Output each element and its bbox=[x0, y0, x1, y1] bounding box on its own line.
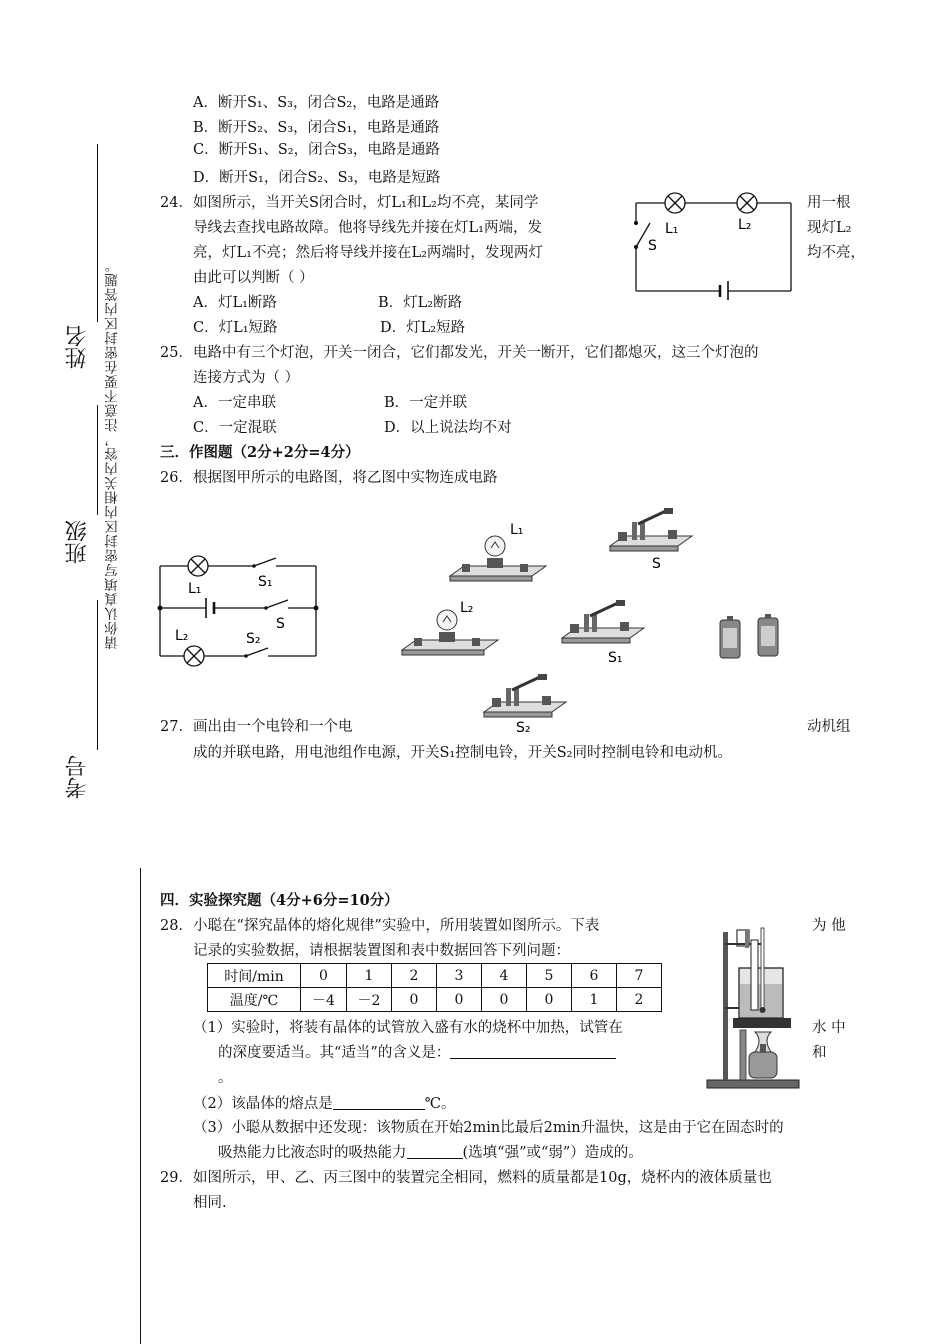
q24-line2-right: 现灯L₂ bbox=[807, 220, 852, 236]
q24-line4: 由此可以判断（ ） bbox=[193, 270, 314, 286]
q28-part1-line1-right: 水 中 bbox=[812, 1020, 846, 1036]
q26-diagram-label-l2: L₂ bbox=[175, 628, 189, 644]
q28-line1-right: 为 他 bbox=[812, 918, 846, 934]
binding-notice: 请你认真填写密封区内相关内容，注意不要在密封区内答题。 bbox=[105, 258, 121, 650]
q28-number: 28． bbox=[160, 918, 193, 934]
q24-option-c: C．灯L₁短路 bbox=[193, 320, 278, 336]
table-cell: 7 bbox=[617, 964, 662, 988]
q29-line1: 如图所示，甲、乙、丙三图中的装置完全相同，燃料的质量都是10g，烧杯内的液体质量也 bbox=[193, 1170, 772, 1186]
table-cell: 0 bbox=[392, 988, 437, 1012]
table-cell: 0 bbox=[437, 988, 482, 1012]
q28-part2-unit: ℃。 bbox=[424, 1096, 456, 1112]
q24-option-b: B．灯L₂断路 bbox=[378, 295, 463, 311]
table-cell: 4 bbox=[482, 964, 527, 988]
q28-part3-hint: (选填“强”或“弱”）造成的。 bbox=[462, 1145, 643, 1161]
q26-components-picture bbox=[398, 508, 798, 738]
q28-blank-2[interactable] bbox=[333, 1095, 425, 1110]
binding-line-name bbox=[97, 405, 98, 515]
q25-option-c: C．一定混联 bbox=[193, 420, 277, 436]
table-cell: 0 bbox=[527, 988, 572, 1012]
q25-number: 25． bbox=[160, 345, 193, 361]
q26-diagram-label-s: S bbox=[276, 616, 285, 632]
binding-line-upper bbox=[97, 144, 98, 322]
q24-line1-right: 用一根 bbox=[807, 195, 851, 211]
table-cell: 5 bbox=[527, 964, 572, 988]
q24-line1: 如图所示，当开关S闭合时，灯L₁和L₂均不亮，某同学 bbox=[193, 195, 539, 211]
q28-part3-prompt: 吸热能力比液态时的吸热能力 bbox=[218, 1145, 407, 1161]
q29-number: 29． bbox=[160, 1170, 193, 1186]
q27-line2: 成的并联电路，用电池组作电源，开关S₁控制电铃，开关S₂同时控制电铃和电动机。 bbox=[193, 745, 732, 761]
q26-circuit-diagram bbox=[150, 548, 330, 673]
q24-option-a: A．灯L₁断路 bbox=[193, 295, 277, 311]
q24-circuit-diagram bbox=[628, 185, 804, 300]
q24-label-s: S bbox=[648, 238, 657, 254]
q28-data-table bbox=[207, 963, 662, 1012]
q28-part1-line1: （1）实验时，将装有晶体的试管放入盛有水的烧杯中加热，试管在 bbox=[193, 1020, 623, 1036]
q28-part2-prompt: （2）该晶体的熔点是 bbox=[193, 1096, 333, 1112]
q28-part1-line2-right: 和 bbox=[812, 1045, 827, 1061]
q24-line3-right: 均不亮， bbox=[807, 245, 865, 261]
table-cell: 3 bbox=[437, 964, 482, 988]
q24-line3: 亮，灯L₁不亮；然后将导线并接在L₂两端时，发现两灯 bbox=[193, 245, 543, 261]
name-label: 姓名 bbox=[65, 325, 90, 369]
q28-blank-3[interactable] bbox=[407, 1144, 463, 1159]
q26-text: 根据图甲所示的电路图，将乙图中实物连成电路 bbox=[193, 470, 498, 486]
q28-part2 bbox=[193, 1094, 455, 1114]
table-cell: 2 bbox=[392, 964, 437, 988]
table-row bbox=[208, 964, 662, 988]
q28-apparatus-picture bbox=[703, 920, 803, 1092]
q26-component-label-l1: L₁ bbox=[510, 522, 524, 538]
q23-option-b: B．断开S₂、S₃，闭合S₁，电路是通路 bbox=[193, 120, 440, 136]
q23-option-c: C．断开S₁、S₂，闭合S₃，电路是通路 bbox=[193, 142, 440, 158]
q29-line2: 相同. bbox=[193, 1195, 227, 1211]
q28-line2: 记录的实验数据，请根据装置图和表中数据回答下列问题： bbox=[193, 943, 570, 959]
q28-part3-line1: （3）小聪从数据中还发现：该物质在开始2min比最后2min升温快，这是由于它在固态时的 bbox=[193, 1120, 784, 1136]
q26-diagram-label-l1: L₁ bbox=[188, 581, 202, 597]
binding-line-class bbox=[97, 600, 98, 750]
q28-part1-line2 bbox=[218, 1043, 616, 1063]
table-cell: 6 bbox=[572, 964, 617, 988]
class-label: 班级 bbox=[65, 520, 90, 564]
q28-part1-line3: 。 bbox=[218, 1070, 233, 1086]
q25-option-a: A．一定串联 bbox=[193, 395, 276, 411]
q27-line1-right: 动机组 bbox=[807, 719, 851, 735]
table-row bbox=[208, 988, 662, 1012]
q23-option-d: D．断开S₁，闭合S₂、S₃，电路是短路 bbox=[193, 170, 441, 186]
q24-label-l2: L₂ bbox=[738, 217, 752, 233]
q23-option-a: A．断开S₁、S₃，闭合S₂，电路是通路 bbox=[193, 95, 440, 111]
q27-line1: 画出由一个电铃和一个电 bbox=[193, 719, 353, 735]
table-cell: 0 bbox=[482, 988, 527, 1012]
q26-component-label-s1: S₁ bbox=[608, 650, 623, 666]
q26-number: 26． bbox=[160, 470, 193, 486]
q25-line2: 连接方式为（ ） bbox=[193, 370, 300, 386]
q25-line1: 电路中有三个灯泡，开关一闭合，它们都发光，开关一断开，它们都熄灭，这三个灯泡的 bbox=[193, 345, 759, 361]
table-row-label: 温度/℃ bbox=[208, 988, 301, 1012]
exam-no-label: 考号 bbox=[65, 755, 90, 799]
q24-line2: 导线去查找电路故障。他将导线先并接在灯L₁两端，发 bbox=[193, 220, 542, 236]
q24-option-d: D．灯L₂短路 bbox=[380, 320, 466, 336]
q28-part1-prompt: 的深度要适当。其“适当”的含义是： bbox=[218, 1045, 451, 1061]
q25-option-b: B．一定并联 bbox=[384, 395, 468, 411]
q27-number: 27． bbox=[160, 719, 193, 735]
table-cell: 1 bbox=[347, 964, 392, 988]
table-cell: －2 bbox=[347, 988, 392, 1012]
q28-blank-1[interactable] bbox=[450, 1044, 616, 1059]
q26-diagram-label-s2: S₂ bbox=[246, 631, 261, 647]
table-cell: －4 bbox=[301, 988, 347, 1012]
q26-component-label-l2: L₂ bbox=[460, 600, 474, 616]
q26-component-label-s: S bbox=[652, 556, 661, 572]
q24-number: 24． bbox=[160, 195, 193, 211]
table-cell: 0 bbox=[301, 964, 347, 988]
q25-option-d: D．以上说法均不对 bbox=[384, 420, 512, 436]
table-cell: 2 bbox=[617, 988, 662, 1012]
q28-part3-line2 bbox=[218, 1143, 643, 1163]
q26-component-label-s2: S₂ bbox=[516, 720, 531, 736]
table-row-label: 时间/min bbox=[208, 964, 301, 988]
table-cell: 1 bbox=[572, 988, 617, 1012]
binding-edge-line bbox=[140, 868, 141, 1344]
section-4-heading: 四．实验探究题（4分+6分=10分） bbox=[160, 892, 399, 909]
q24-label-l1: L₁ bbox=[665, 221, 679, 237]
section-3-heading: 三．作图题（2分+2分=4分） bbox=[160, 444, 360, 461]
q26-diagram-label-s1: S₁ bbox=[258, 574, 273, 590]
q28-line1: 小聪在“探究晶体的熔化规律”实验中，所用装置如图所示。下表 bbox=[193, 918, 600, 934]
